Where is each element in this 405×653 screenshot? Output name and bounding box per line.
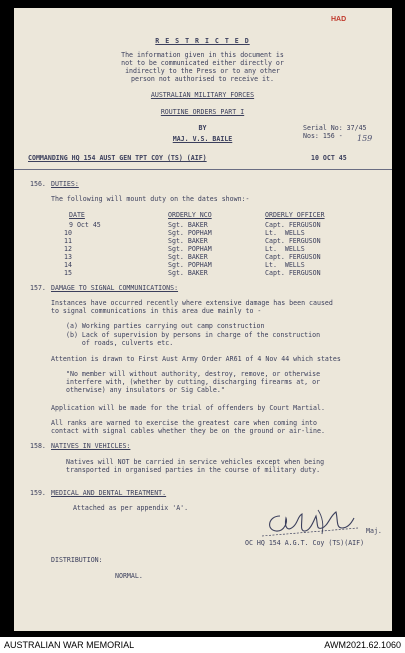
- order-numbers: Nos: 156 -: [303, 131, 343, 140]
- duty-row-officer: Capt. FERGUSON: [265, 253, 321, 261]
- duty-row-date: 10: [64, 229, 72, 237]
- section-title-medical: MEDICAL AND DENTAL TREATMENT.: [51, 489, 167, 497]
- duty-row-nco: Sgt. POPHAM: [168, 229, 212, 237]
- duty-row-nco: Sgt. POPHAM: [168, 261, 212, 269]
- distribution-label: DISTRIBUTION:: [51, 556, 103, 564]
- signal-para-1: Instances have occurred recently where extensive damage has been caused to signal communications in this area due mainly to -: [51, 299, 333, 315]
- signal-quote: "No member will without authority, destroy, remove, or otherwise interfere with, (whether by cutting, discharging firearms at, or otherwise) any insulators or Sig Cable.": [66, 370, 321, 394]
- by-label: BY: [198, 124, 207, 132]
- signature-icon: [258, 506, 368, 542]
- duty-row-officer: Capt. FERGUSON: [265, 269, 321, 277]
- classification-heading: R E S T R I C T E D: [155, 37, 250, 45]
- signal-para-2: Attention is drawn to First Aust Army Order AR61 of 4 Nov 44 which states: [51, 355, 341, 363]
- duty-row-nco: Sgt. POPHAM: [168, 245, 212, 253]
- duty-row-officer: Lt. WELLS: [265, 229, 305, 237]
- section-number: 157.: [30, 284, 46, 292]
- duties-intro: The following will mount duty on the dates shown:-: [51, 195, 250, 203]
- section-number: 156.: [30, 180, 46, 188]
- duty-row-nco: Sgt. BAKER: [168, 269, 208, 277]
- signature-rank: Maj.: [366, 527, 382, 535]
- col-header-officer: ORDERLY OFFICER: [265, 211, 325, 219]
- signal-item-b: (b) Lack of supervision by persons in charge of the construction of roads, culverts etc.: [66, 331, 321, 347]
- handwritten-order-number: 159: [357, 134, 373, 143]
- signal-para-4: All ranks are warned to exercise the greatest care when coming into contact with signal cables whether they be on the ground or air-line.: [51, 419, 325, 435]
- archive-name: AUSTRALIAN WAR MEMORIAL: [4, 640, 135, 650]
- section-title-signal: DAMAGE TO SIGNAL COMMUNICATIONS:: [51, 284, 179, 292]
- duty-row-date: 13: [64, 253, 72, 261]
- forces-title: AUSTRALIAN MILITARY FORCES: [150, 91, 255, 99]
- security-notice: The information given in this document is not to be communicated either directly or indirectly to the Press or to any other person not authorised to receive it.: [121, 51, 284, 83]
- duty-row-officer: Capt. FERGUSON: [265, 221, 321, 229]
- duty-row-nco: Sgt. BAKER: [168, 221, 208, 229]
- section-title-natives: NATIVES IN VEHICLES:: [51, 442, 131, 450]
- signal-para-3: Application will be made for the trial of offenders by Court Martial.: [51, 404, 325, 412]
- duty-row-nco: Sgt. BAKER: [168, 237, 208, 245]
- command-line: COMMANDING HQ 154 AUST GEN TPT COY (TS) (AIF): [28, 154, 207, 162]
- col-header-date: DATE: [69, 211, 85, 219]
- archive-footer: [0, 637, 405, 653]
- distribution-value: NORMAL.: [115, 572, 143, 580]
- medical-text: Attached as per appendix 'A'.: [73, 504, 189, 512]
- serial-number: Serial No: 37/45: [303, 124, 367, 132]
- officer-name: MAJ. V.S. BAILE: [172, 135, 233, 143]
- section-title-duties: DUTIES:: [51, 180, 79, 188]
- header-divider: [14, 169, 392, 170]
- orders-title: ROUTINE ORDERS PART I: [160, 108, 245, 116]
- duty-row-date: 11: [64, 237, 72, 245]
- duty-row-nco: Sgt. BAKER: [168, 253, 208, 261]
- handwritten-tag: HAD: [331, 16, 347, 23]
- duty-row-date: 12: [64, 245, 72, 253]
- archive-reference: AWM2021.62.1060: [324, 640, 401, 650]
- duty-row-officer: Lt. WELLS: [265, 261, 305, 269]
- signature-block: OC HQ 154 A.G.T. Coy (TS)(AIF): [245, 539, 365, 547]
- duty-row-officer: Lt. WELLS: [265, 245, 305, 253]
- natives-text: Natives will NOT be carried in service vehicles except when being transported in organised parties in the course of military duty.: [66, 458, 325, 474]
- duty-row-officer: Capt. FERGUSON: [265, 237, 321, 245]
- order-date: 10 OCT 45: [311, 154, 347, 162]
- duty-row-date: 15: [64, 269, 72, 277]
- section-number: 158.: [30, 442, 46, 450]
- signal-item-a: (a) Working parties carrying out camp construction: [66, 322, 265, 330]
- col-header-nco: ORDERLY NCO: [168, 211, 212, 219]
- duty-row-date: 9 Oct 45: [69, 221, 101, 229]
- duty-row-date: 14: [64, 261, 72, 269]
- section-number: 159.: [30, 489, 46, 497]
